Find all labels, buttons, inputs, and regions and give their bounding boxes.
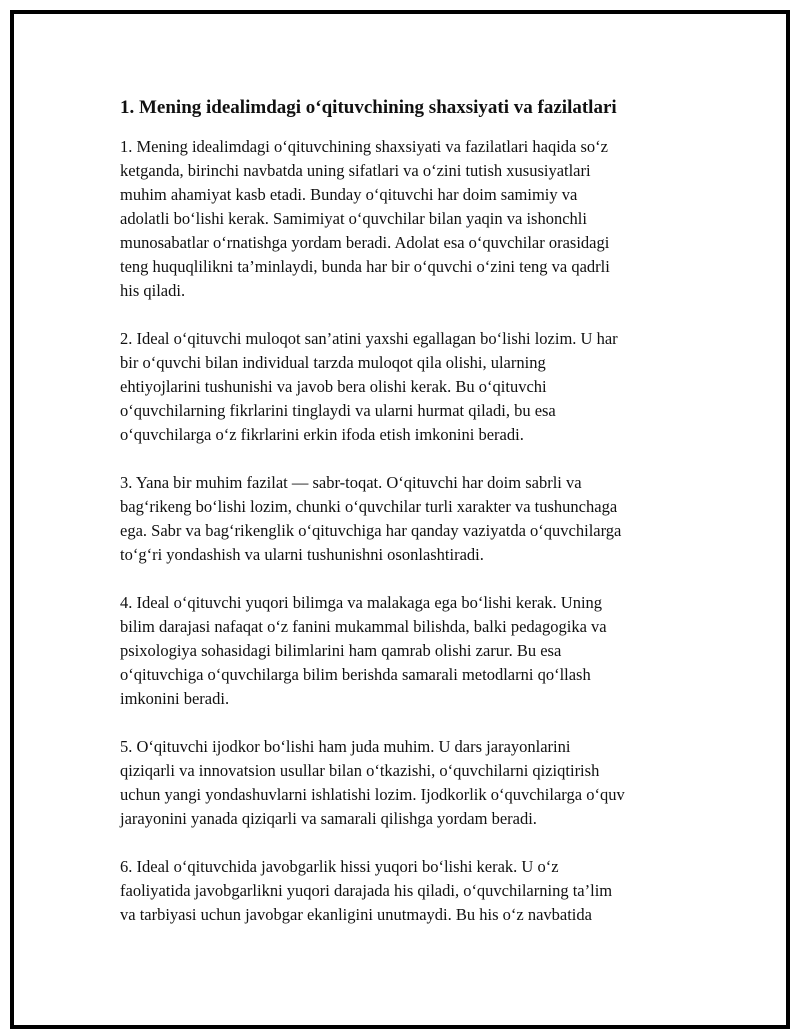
text-line: ega. Sabr va bag‘rikenglik o‘qituvchiga har qanday vaziyatda o‘quvchilarga [120,521,622,540]
paragraph-6 [120,855,700,927]
text-line: uchun yangi yondashuvlarni ishlatishi lozim. Ijodkorlik o‘quvchilarga o‘quv [120,785,625,804]
text-line: 6. Ideal o‘qituvchida javobgarlik hissi yuqori bo‘lishi kerak. U o‘z [120,857,559,876]
text-line: psixologiya sohasidagi bilimlarini ham qamrab olishi zarur. Bu esa [120,641,562,660]
text-line: ketganda, birinchi navbatda uning sifatlari va o‘zini tutish xususiyatlari [120,161,591,180]
text-line: 2. Ideal o‘qituvchi muloqot san’atini yaxshi egallagan bo‘lishi lozim. U har [120,329,618,348]
text-line: qiziqarli va innovatsion usullar bilan o‘tkazishi, o‘quvchilarni qiziqtirish [120,761,600,780]
document-body [120,96,700,951]
text-line: o‘quvchilarning fikrlarini tinglaydi va ularni hurmat qiladi, bu esa [120,401,556,420]
text-line: 5. O‘qituvchi ijodkor bo‘lishi ham juda muhim. U dars jarayonlarini [120,737,571,756]
text-line: 3. Yana bir muhim fazilat — sabr-toqat. O‘qituvchi har doim sabrli va [120,473,582,492]
paragraph-1 [120,135,700,303]
paragraph-3 [120,471,700,567]
text-line: ehtiyojlarini tushunishi va javob bera olishi kerak. Bu o‘qituvchi [120,377,547,396]
paragraph-2 [120,327,700,447]
text-line: va tarbiyasi uchun javobgar ekanligini unutmaydi. Bu his o‘z navbatida [120,905,592,924]
text-line: 1. Mening idealimdagi o‘qituvchining shaxsiyati va fazilatlari haqida so‘z [120,137,608,156]
text-line: bir o‘quvchi bilan individual tarzda muloqot qila olishi, ularning [120,353,546,372]
text-line: teng huquqlilikni ta’minlaydi, bunda har bir o‘quvchi o‘zini teng va qadrli [120,257,610,276]
text-line: 4. Ideal o‘qituvchi yuqori bilimga va malakaga ega bo‘lishi kerak. Uning [120,593,603,612]
text-line: faoliyatida javobgarlikni yuqori darajada his qiladi, o‘quvchilarning ta’lim [120,881,613,900]
paragraph-5 [120,735,700,831]
text-line: muhim ahamiyat kasb etadi. Bunday o‘qituvchi har doim samimiy va [120,185,578,204]
text-line: jarayonini yanada qiziqarli va samarali qilishga yordam beradi. [120,809,537,828]
text-line: imkonini beradi. [120,689,230,708]
text-line: bilim darajasi nafaqat o‘z fanini mukammal bilishda, balki pedagogika va [120,617,607,636]
text-line: o‘qituvchiga o‘quvchilarga bilim berishda samarali metodlarni qo‘llash [120,665,591,684]
paragraph-4 [120,591,700,711]
text-line: o‘quvchilarga o‘z fikrlarini erkin ifoda etish imkonini beradi. [120,425,524,444]
text-line: munosabatlar o‘rnatishga yordam beradi. Adolat esa o‘quvchilar orasidagi [120,233,610,252]
document-title: 1. Mening idealimdagi o‘qituvchining shaxsiyati va fazilatlari [120,97,617,118]
page-frame [10,10,790,1029]
text-line: his qiladi. [120,281,186,300]
text-line: bag‘rikeng bo‘lishi lozim, chunki o‘quvchilar turli xarakter va tushunchaga [120,497,618,516]
text-line: adolatli bo‘lishi kerak. Samimiyat o‘quvchilar bilan yaqin va ishonchli [120,209,587,228]
text-line: to‘g‘ri yondashish va ularni tushunishni osonlashtiradi. [120,545,484,564]
